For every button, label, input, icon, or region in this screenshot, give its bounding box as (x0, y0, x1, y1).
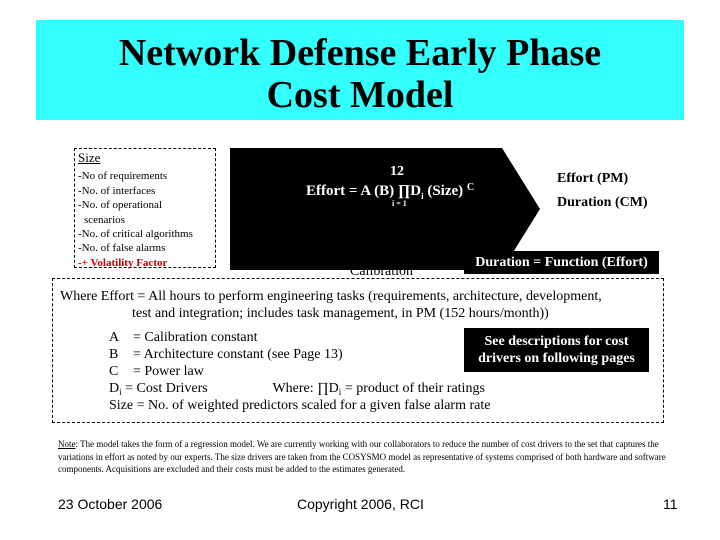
drivers-product-subscript: i (338, 387, 342, 397)
see-line-1: See descriptions for cost (484, 334, 629, 349)
drivers-product-text: = product of their ratings (341, 381, 485, 396)
footer-date: 23 October 2006 (58, 496, 163, 512)
duration-function-box: Duration = Function (Effort) (464, 251, 659, 274)
driver-symbol: D (410, 183, 422, 199)
size-item: -No. of interfaces (78, 184, 156, 197)
def-text: = Cost Drivers (125, 381, 208, 396)
exponent: C (466, 182, 475, 193)
product-symbol: ∏ (397, 183, 411, 199)
size-item: -No. of critical algorithms (78, 228, 193, 241)
note-text: : The model takes the form of a regression model. We are currently working with our collaborators to reduce the number of cost drivers to the set that captures the variations in effort as noted by our experts. The size drivers are taken from the COSYSMO model as representative of systems comprised of both hardware and software components. Acquisitions are excluded and their costs must be added to the estimates generated. (58, 439, 666, 474)
where-line-1: Where Effort = All hours to perform engineering tasks (requirements, architecture, development, (60, 289, 602, 304)
effort-equation (306, 182, 474, 201)
effort-output-label: Effort (PM) (557, 171, 629, 186)
def-subscript: i (119, 387, 122, 397)
title-line-1: Network Defense Early Phase (118, 32, 602, 74)
size-drivers-box (74, 148, 216, 268)
see-line-2: drivers on following pages (478, 351, 635, 366)
effort-equation-box (230, 148, 502, 270)
def-text: = Power law (133, 364, 204, 379)
size-item: scenarios (84, 213, 125, 226)
driver-subscript: i (421, 191, 424, 201)
drivers-product-symbol: ∏D (317, 381, 339, 396)
def-text: = Calibration constant (133, 330, 258, 345)
where-line-2: test and integration; includes task management, in PM (152 hours/month)) (132, 306, 549, 321)
def-row-a (109, 329, 258, 346)
size-item: -No. of operational (78, 199, 162, 212)
see-descriptions-box (464, 328, 649, 372)
footer-page-number: 11 (663, 496, 678, 512)
size-heading: Size (78, 150, 101, 165)
def-symbol: C (109, 364, 119, 379)
title-banner (36, 20, 684, 120)
def-symbol: A (109, 330, 120, 345)
drivers-where-label: Where: (272, 381, 314, 396)
def-text: = Architecture constant (see Page 13) (133, 347, 343, 362)
def-row-size: Size = No. of weighted predictors scaled for a given false alarm rate (109, 398, 491, 413)
calibration-label: Calibration (350, 264, 413, 279)
def-symbol: D (109, 381, 120, 396)
equation-suffix: (Size) (423, 183, 467, 199)
calibration-arrow-head (371, 230, 393, 252)
title-line-2: Cost Model (266, 74, 454, 116)
def-row-b (109, 346, 343, 363)
volatility-factor-item: -+ Volatility Factor (78, 256, 168, 269)
product-upper-limit: 12 (390, 164, 404, 179)
def-symbol: B (109, 347, 119, 362)
equation-prefix: Effort = A (B) (306, 183, 398, 199)
def-row-c (109, 363, 204, 380)
size-item: -No. of false alarms (78, 242, 166, 255)
size-item: -No of requirements (78, 170, 168, 183)
note-label: Note (58, 439, 76, 449)
product-lower-limit: i = 1 (392, 199, 407, 208)
footer-copyright: Copyright 2006, RCI (297, 496, 424, 512)
duration-output-label: Duration (CM) (557, 195, 648, 210)
note-paragraph (58, 438, 682, 476)
